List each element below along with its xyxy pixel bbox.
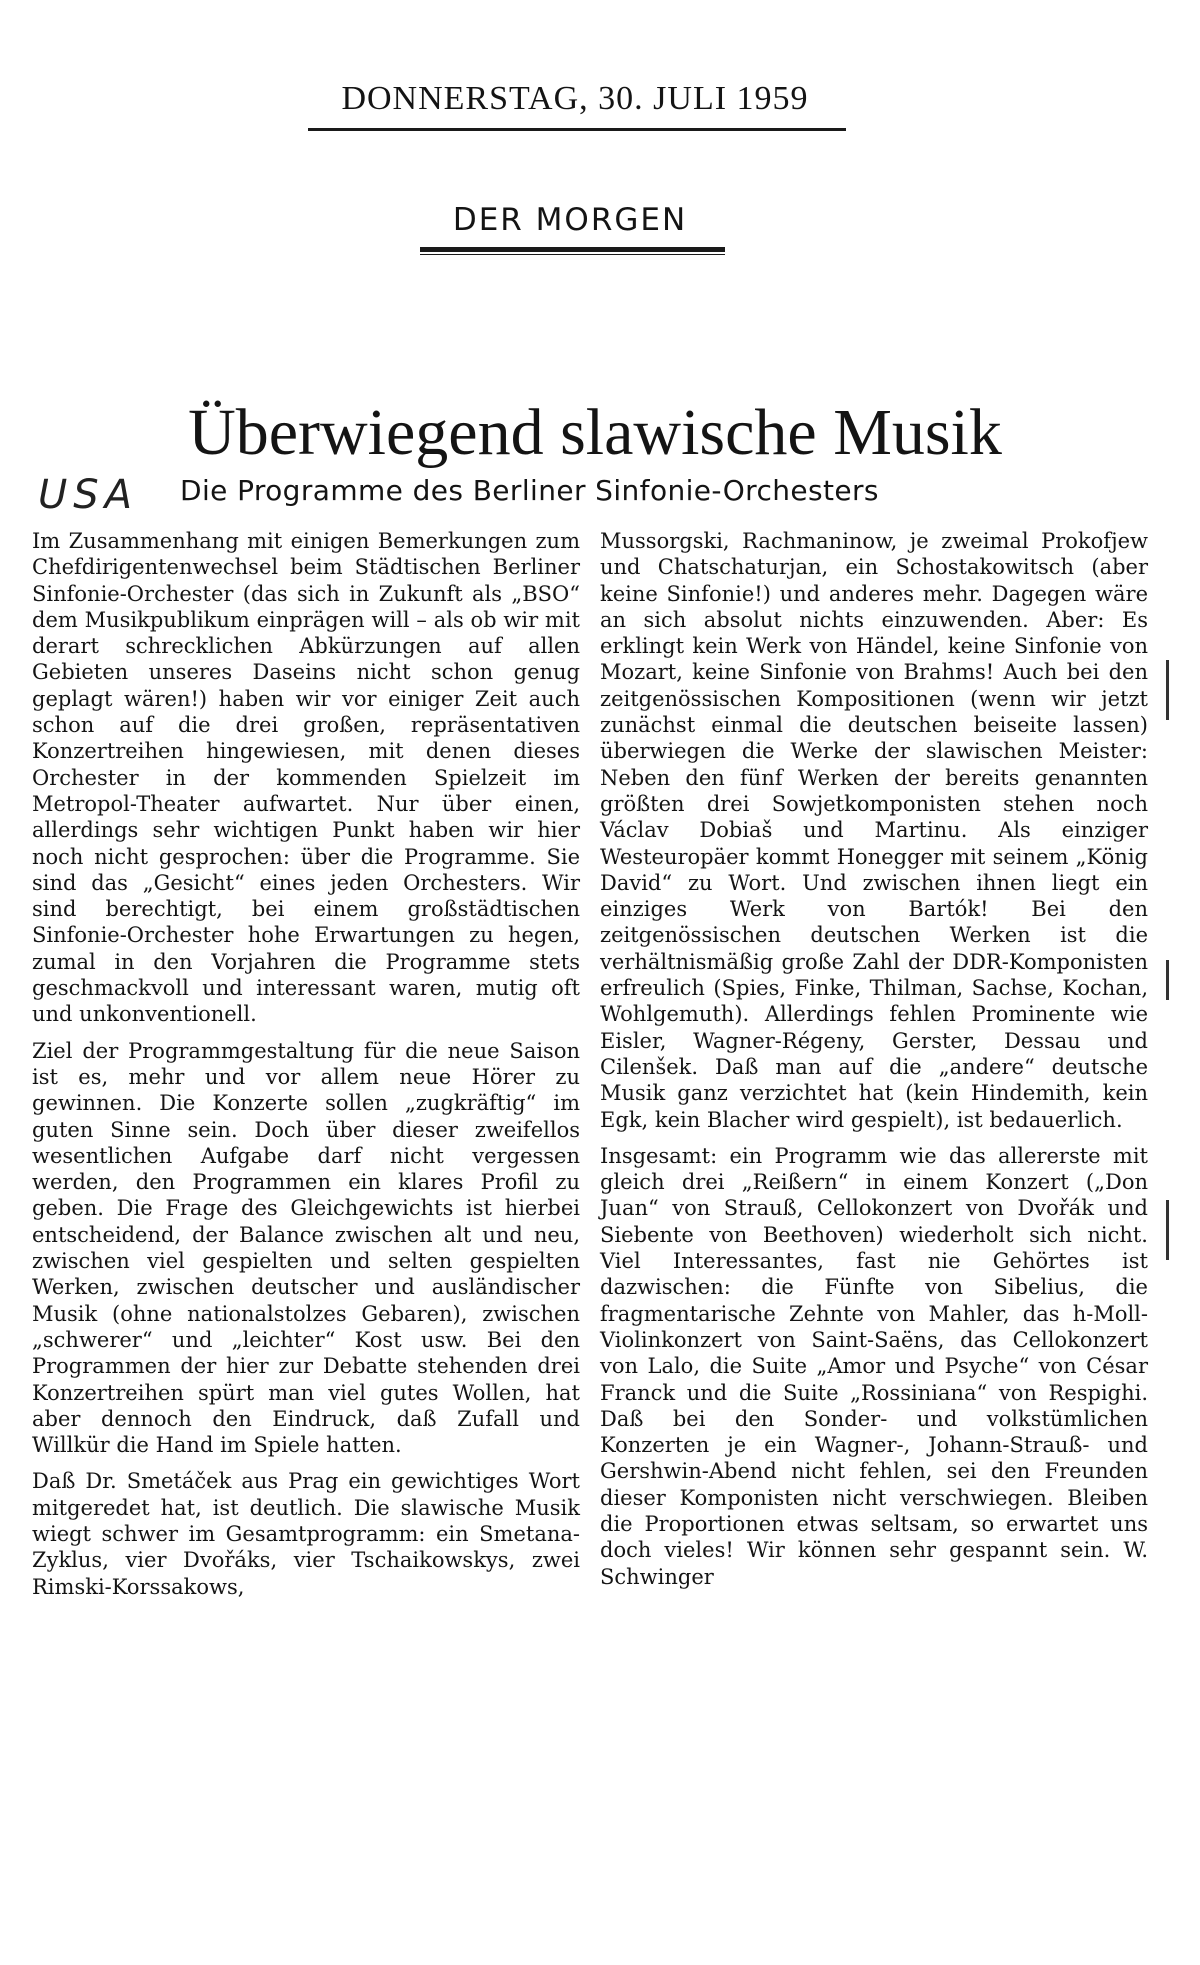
- masthead-rule: [420, 247, 725, 252]
- article-column-left: [32, 528, 580, 1600]
- margin-pencil-marks: [1166, 660, 1186, 1660]
- pencil-mark: [1166, 1200, 1169, 1260]
- handwritten-annotation: USA: [38, 472, 139, 518]
- article-subheadline: Die Programme des Berliner Sinfonie-Orchesters: [180, 474, 879, 507]
- paragraph: Insgesamt: ein Programm wie das allererste mit gleich drei „Reißern“ in einem Konzert („Don Juan“ von Strauß, Cellokonzert von Dvořák und Siebente von Beethoven) wiederholt sich nicht. Viel Interessantes, fast nie Gehörtes ist dazwischen: die Fünfte von Sibelius, die fragmentarische Zehnte von Mahler, das h-Moll-Violinkonzert von Saint-Saëns, das Cellokonzert von Lalo, die Suite „Amor und Psyche“ von César Franck und die Suite „Rossiniana“ von Respighi. Daß bei den Sonder- und volkstümlichen Konzerten je ein Wagner-, Johann-Strauß- und Gershwin-Abend nicht fehlen, sei den Freunden dieser Komponisten nicht verschwiegen. Bleiben die Proportionen etwas seltsam, so erwartet uns doch vieles! Wir können sehr gespannt sein. W. Schwinger: [600, 1143, 1148, 1589]
- paragraph: Daß Dr. Smetáček aus Prag ein gewichtiges Wort mitgeredet hat, ist deutlich. Die slawische Musik wiegt schwer im Gesamtprogramm: ein Smetana-Zyklus, vier Dvořáks, vier Tschaikowskys, zwei Rimski-Korssakows,: [32, 1469, 580, 1599]
- dateline: DONNERSTAG, 30. JULI 1959: [341, 80, 809, 117]
- paragraph: Im Zusammenhang mit einigen Bemerkungen zum Chefdirigentenwechsel beim Städtischen Berliner Sinfonie-Orchester (das sich in Zukunft als „BSO“ dem Musikpublikum einprägen will – als ob wir mit derart schrecklichen Abkürzungen auf allen Gebieten unseres Daseins nicht schon genug geplagt wären!) haben wir vor einiger Zeit auch schon auf die drei großen, repräsentativen Konzertreihen hingewiesen, mit denen dieses Orchester in der kommenden Spielzeit im Metropol-Theater aufwartet. Nur über einen, allerdings sehr wichtigen Punkt haben wir hier noch nicht gesprochen: über die Programme. Sie sind das „Gesicht“ eines jeden Orchesters. Wir sind berechtigt, bei einem großstädtischen Sinfonie-Orchester hohe Erwartungen zu hegen, zumal in den Vorjahren die Programme stets geschmackvoll und interessant waren, mutig oft und unkonventionell.: [32, 529, 580, 1027]
- dateline-rule: [308, 128, 846, 131]
- paragraph: Mussorgski, Rachmaninow, je zweimal Prokofjew und Chatschaturjan, ein Schostakowitsch (aber keine Sinfonie!) und anderes mehr. Dagegen wäre an sich absolut nichts einzuwenden. Aber: Es erklingt kein Werk von Händel, keine Sinfonie von Mozart, keine Sinfonie von Brahms! Auch bei den zeitgenössischen Kompositionen (wenn wir jetzt zunächst einmal die deutschen beiseite lassen) überwiegen die Werke der slawischen Meister: Neben den fünf Werken der bereits genannten größten drei Sowjetkomponisten stehen noch Václav Dobiaš und Martinu. Als einziger Westeuropäer kommt Honegger mit seinem „König David“ zu Wort. Und zwischen ihnen liegt ein einziges Werk von Bartók! Bei den zeitgenössischen deutschen Werken ist die verhältnismäßig große Zahl der DDR-Komponisten erfreulich (Spies, Finke, Thilman, Sachse, Kochan, Wohlgemuth). Allerdings fehlen Prominente wie Eisler, Wagner-Régeny, Gerster, Dessau und Cilenšek. Daß man auf die „andere“ deutsche Musik ganz verzichtet hat (kein Hindemith, kein Egk, kein Blacher wird gespielt), ist bedauerlich.: [600, 529, 1148, 1132]
- newspaper-name: DER MORGEN: [452, 202, 688, 238]
- pencil-mark: [1166, 660, 1169, 720]
- pencil-mark: [1166, 960, 1169, 1000]
- paragraph: Ziel der Programmgestaltung für die neue Saison ist es, mehr und vor allem neue Hörer zu gewinnen. Die Konzerte sollen „zugkräftig“ im guten Sinne sein. Doch über dieser zweifellos wesentlichen Aufgabe darf nicht vergessen werden, den Programmen ein klares Profil zu geben. Die Frage des Gleichgewichts ist hierbei entscheidend, der Balance zwischen alt und neu, zwischen viel gespielten und selten gespielten Werken, zwischen deutscher und ausländischer Musik (ohne nationalstolzes Gebaren), zwischen „schwerer“ und „leichter“ Kost usw. Bei den Programmen der hier zur Debatte stehenden drei Konzertreihen spürt man viel gutes Wollen, hat aber dennoch den Eindruck, daß Zufall und Willkür die Hand im Spiele hatten.: [32, 1038, 580, 1458]
- masthead-rule-thin: [420, 254, 725, 255]
- article-headline: Überwiegend slawische Musik: [188, 396, 1002, 469]
- article-column-right: [600, 528, 1148, 1590]
